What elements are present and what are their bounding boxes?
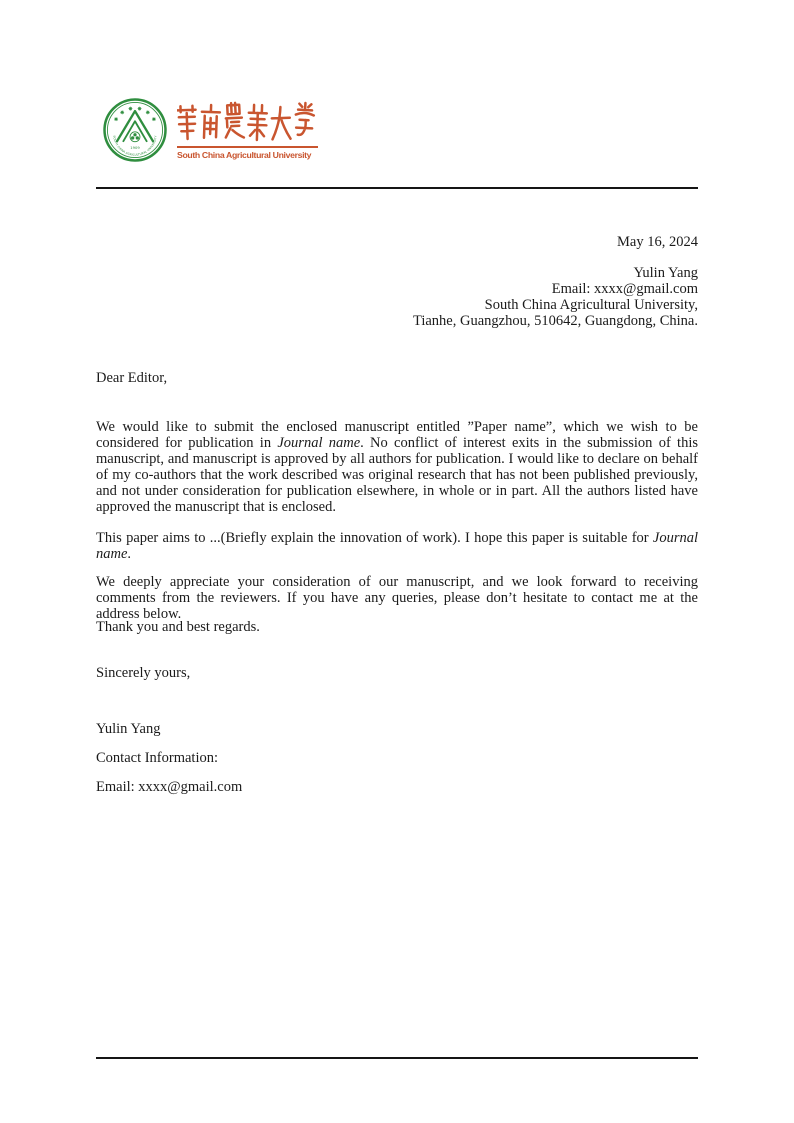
- wordmark-underline: [177, 146, 318, 148]
- university-english-name: South China Agricultural University: [177, 149, 312, 160]
- sender-affiliation: South China Agricultural University,: [484, 297, 698, 313]
- sender-email: Email: xxxx@gmail.com: [551, 281, 698, 297]
- paragraph-text: This paper aims to ...(Briefly explain the innovation of work). I hope this paper is suitable for: [96, 530, 653, 546]
- footer-rule: [96, 1057, 698, 1059]
- university-seal-icon: [102, 97, 168, 163]
- university-letterhead: [102, 97, 320, 163]
- sender-address-block: [96, 265, 698, 329]
- paragraph-text: We would like to submit the enclosed manuscript entitled ”Paper name”, which we wish to be considered for publication in: [96, 419, 698, 451]
- contact-information-label: Contact Information:: [96, 750, 219, 766]
- closing-line: Sincerely yours,: [96, 665, 191, 681]
- salutation: Dear Editor,: [96, 370, 168, 386]
- seal-sprout-icon: [130, 132, 140, 142]
- thanks-line: Thank you and best regards.: [96, 619, 260, 635]
- journal-name-italic: Journal name: [96, 530, 698, 562]
- header-rule: [96, 187, 698, 189]
- university-wordmark: [177, 100, 320, 161]
- seal-arc-text: SOUTH CHINA AGRICULTURAL UNIVERSITY: [112, 135, 158, 157]
- university-chinese-name-calligraphy: [177, 100, 318, 144]
- sender-name: Yulin Yang: [633, 265, 698, 281]
- letter-date: May 16, 2024: [617, 234, 698, 250]
- paragraph-text: .: [127, 546, 132, 562]
- seal-founding-year: 1909: [130, 146, 140, 151]
- paragraph-aims: [96, 530, 698, 562]
- paragraph-text: . No conflict of interest exits in the submission of this manuscript, and manuscript is approved by all authors for publication. I would like to declare on behalf of my co-authors that the work described was original research that has not been published previously, and not under consideration for publication elsewhere, in whole or in part. All the authors listed have approved the manuscript that is enclosed.: [96, 435, 699, 515]
- paragraph-submission: [96, 419, 698, 515]
- sender-city-line: Tianhe, Guangzhou, 510642, Guangdong, China.: [412, 313, 698, 329]
- contact-email: Email: xxxx@gmail.com: [96, 779, 243, 795]
- journal-name-italic: Journal name: [277, 435, 361, 451]
- signature-name: Yulin Yang: [96, 721, 161, 737]
- paragraph-appreciation: We deeply appreciate your consideration of our manuscript, and we look forward to receiving comments from the reviewers. If you have any queries, please don’t hesitate to contact me at the address below.: [96, 574, 698, 622]
